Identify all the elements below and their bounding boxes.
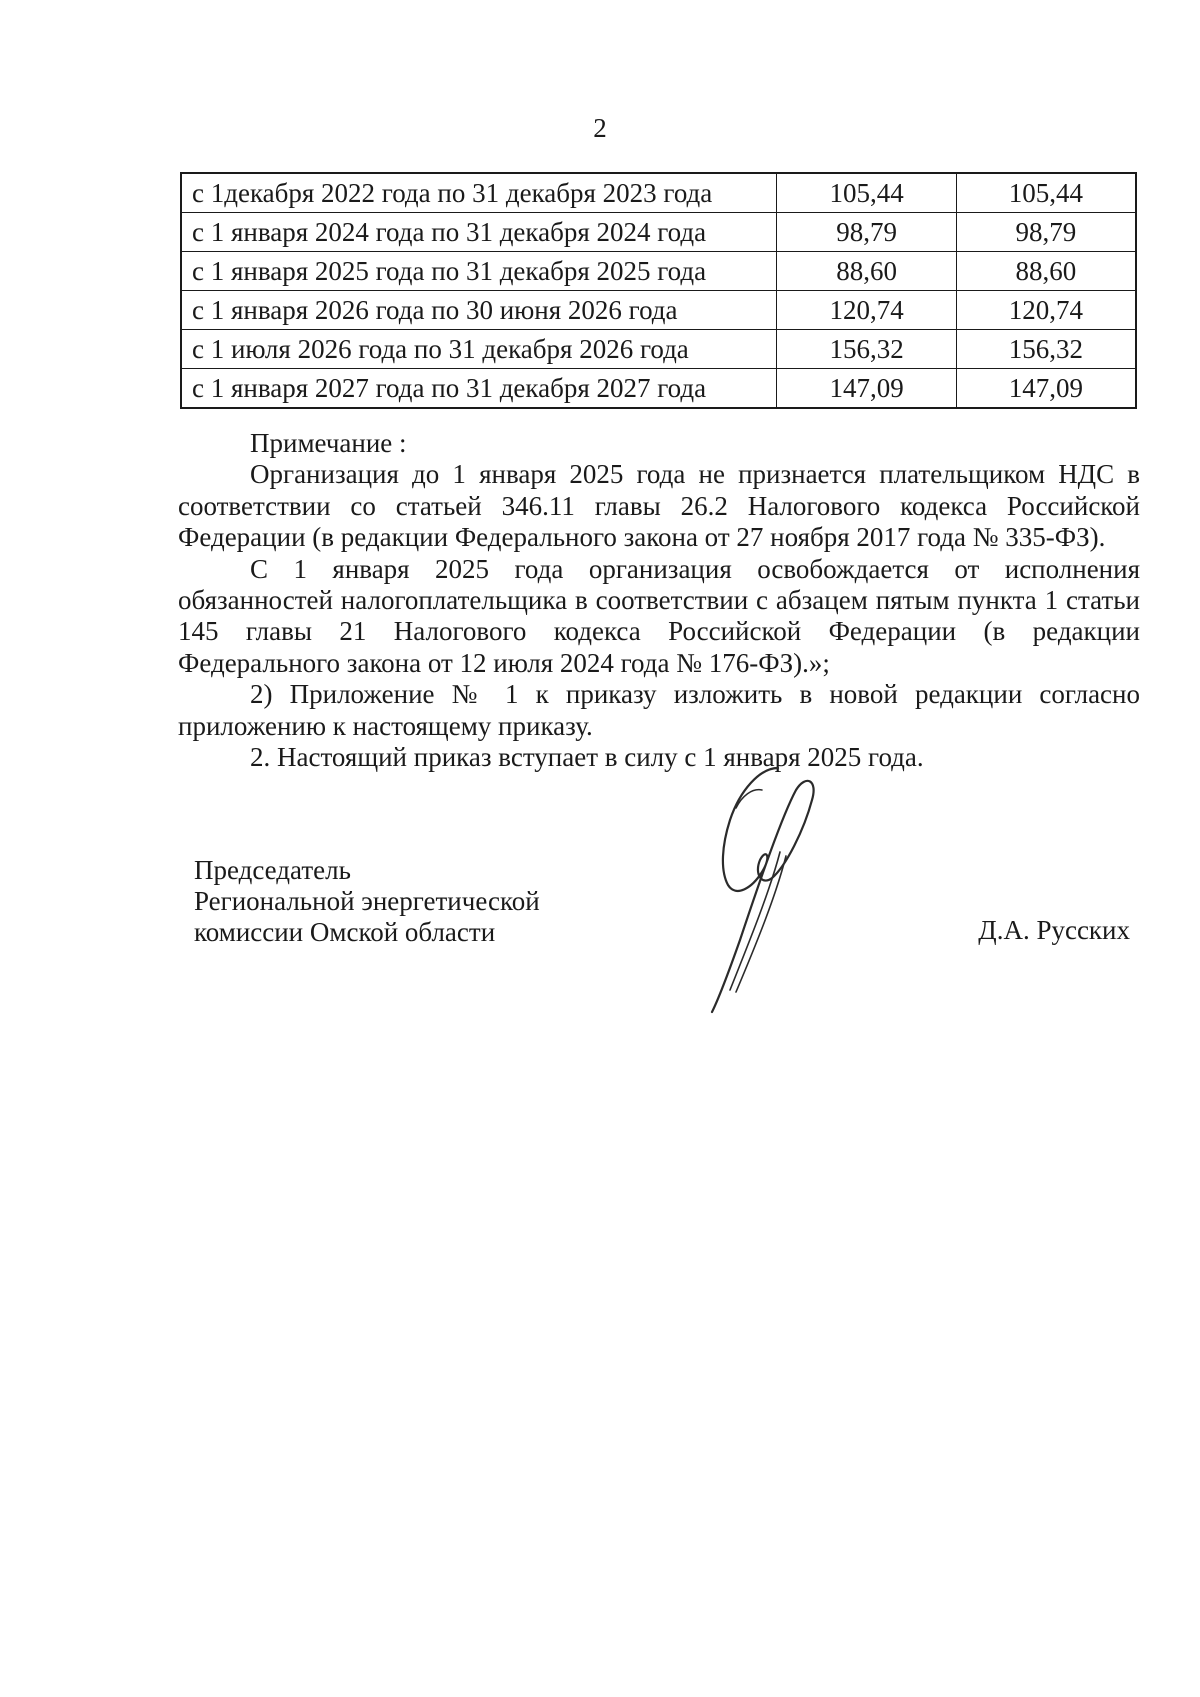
tariff-table xyxy=(180,172,1137,409)
value-cell: 147,09 xyxy=(956,369,1136,409)
value-cell: 147,09 xyxy=(777,369,956,409)
value-cell: 88,60 xyxy=(777,252,956,291)
period-cell: с 1 января 2026 года по 30 июня 2026 года xyxy=(181,291,777,330)
period-cell: с 1 июля 2026 года по 31 декабря 2026 года xyxy=(181,330,777,369)
body-text xyxy=(178,428,1140,773)
value-cell: 120,74 xyxy=(956,291,1136,330)
value-cell: 156,32 xyxy=(777,330,956,369)
note-paragraph: С 1 января 2025 года организация освобождается от исполнения обязанностей налогоплательщика в соответствии с абзацем пятым пункта 1 статьи 145 главы 21 Налогового кодекса Российской Федерации (в редакции Федерального закона от 12 июля 2024 года № 176-ФЗ).»; xyxy=(178,553,1140,678)
effective-date-clause: 2. Настоящий приказ вступает в силу с 1 января 2025 года. xyxy=(250,742,924,773)
page-number: 2 xyxy=(593,113,607,143)
value-cell: 156,32 xyxy=(956,330,1136,369)
signer-position-line: комиссии Омской области xyxy=(194,917,496,947)
table-row xyxy=(181,213,1136,252)
table-row xyxy=(181,252,1136,291)
period-cell: с 1 января 2024 года по 31 декабря 2024 года xyxy=(181,213,777,252)
signer-name: Д.А. Русских xyxy=(978,915,1130,945)
signer-position xyxy=(194,855,540,948)
table-row xyxy=(181,369,1136,409)
table-row xyxy=(181,330,1136,369)
signer-position-line: Региональной энергетической xyxy=(194,886,540,916)
note-paragraph: Организация до 1 января 2025 года не признается плательщиком НДС в соответствии со статьей 346.11 главы 26.2 Налогового кодекса Российской Федерации (в редакции Федерального закона от 27 ноября 2017 года № 335-ФЗ). xyxy=(178,459,1140,553)
period-cell: с 1декабря 2022 года по 31 декабря 2023 года xyxy=(181,173,777,213)
value-cell: 105,44 xyxy=(777,173,956,213)
period-cell: с 1 января 2027 года по 31 декабря 2027 года xyxy=(181,369,777,409)
value-cell: 88,60 xyxy=(956,252,1136,291)
table-row xyxy=(181,173,1136,213)
value-cell: 120,74 xyxy=(777,291,956,330)
value-cell: 98,79 xyxy=(777,213,956,252)
signer-position-line: Председатель xyxy=(194,855,351,885)
table-row xyxy=(181,291,1136,330)
note-title: Примечание : xyxy=(250,428,407,458)
period-cell: с 1 января 2025 года по 31 декабря 2025 года xyxy=(181,252,777,291)
value-cell: 105,44 xyxy=(956,173,1136,213)
amendment-item: 2) Приложение № 1 к приказу изложить в новой редакции согласно приложению к настоящему приказу. xyxy=(178,679,1140,741)
handwritten-signature xyxy=(700,760,850,1020)
value-cell: 98,79 xyxy=(956,213,1136,252)
